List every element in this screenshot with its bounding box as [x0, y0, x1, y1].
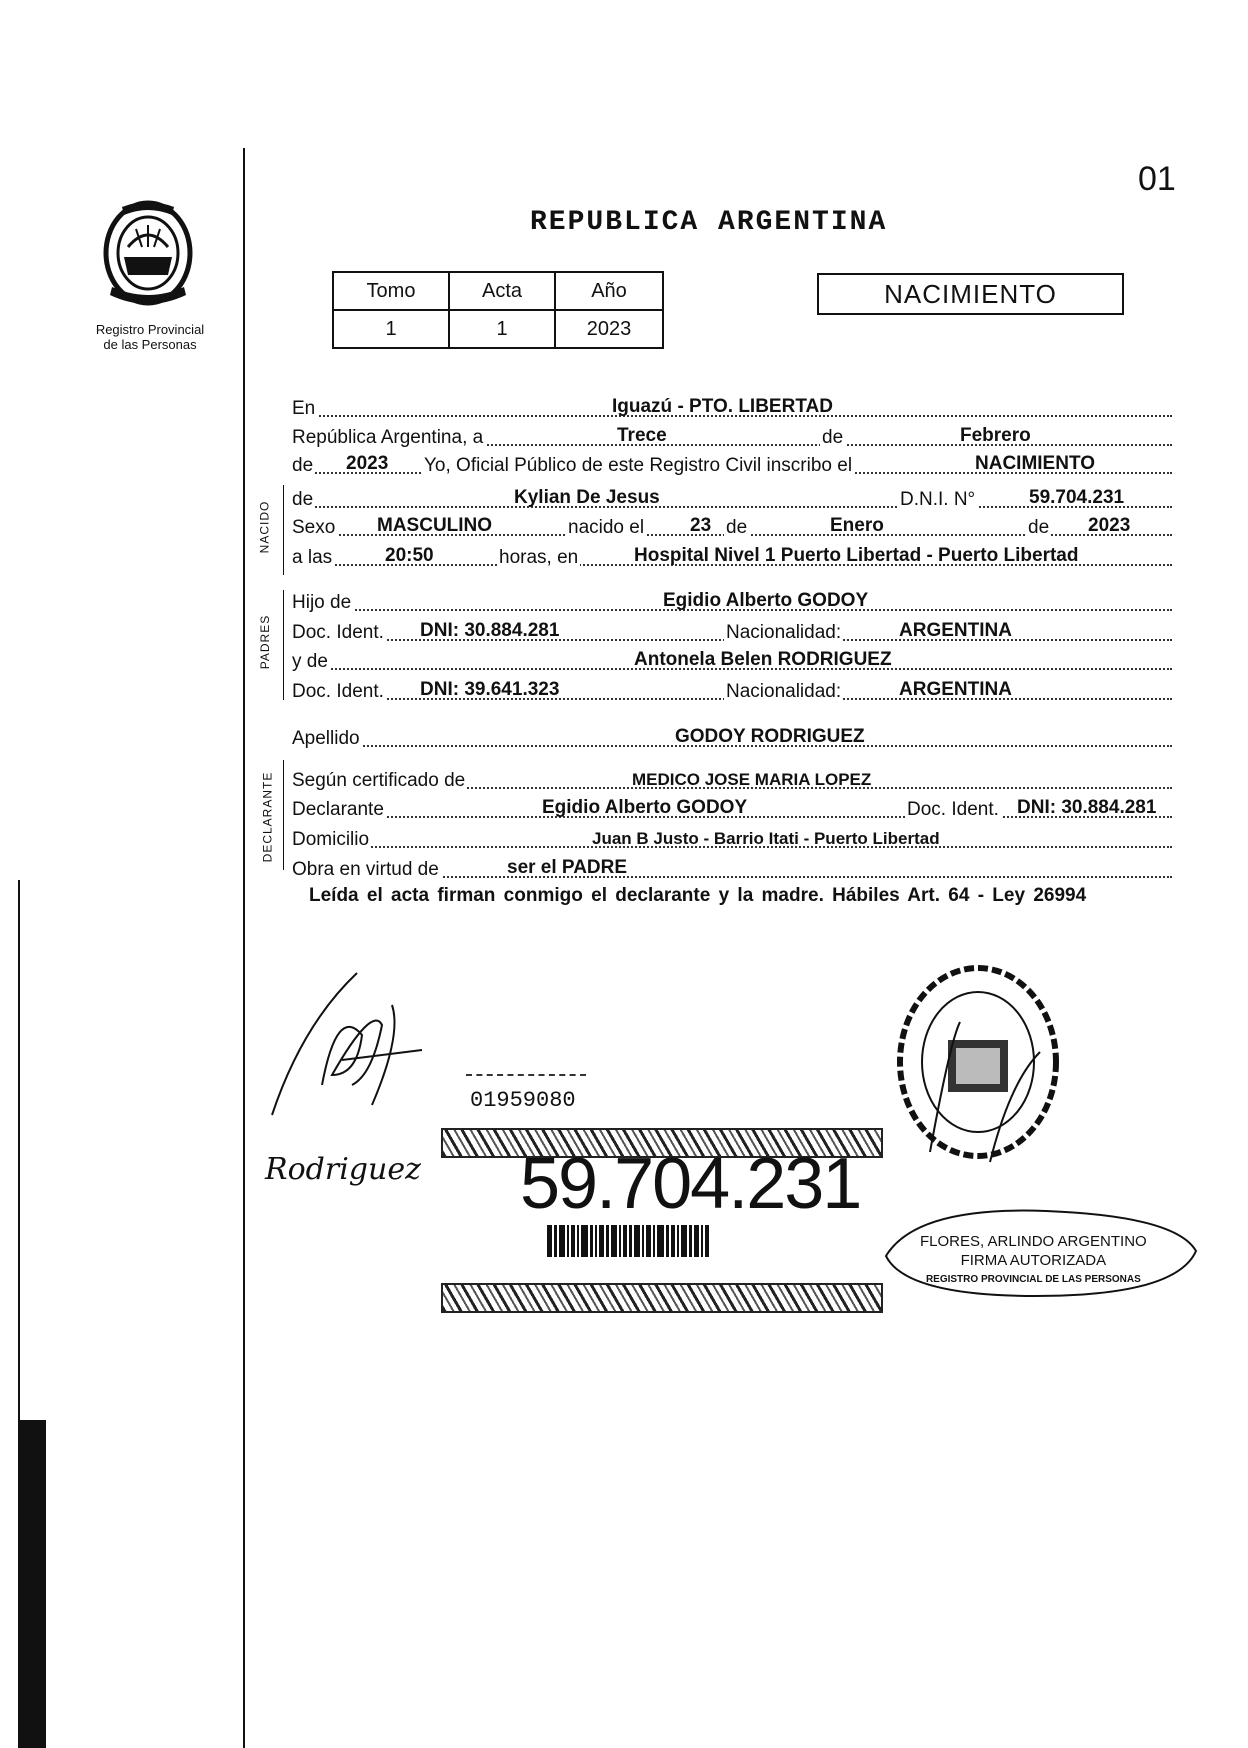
barcode-icon — [547, 1225, 787, 1257]
value-dia-nacimiento: 23 — [690, 515, 712, 536]
label-nacionalidad-madre: Nacionalidad: — [726, 681, 842, 702]
stamp-authorized: FIRMA AUTORIZADA — [960, 1252, 1107, 1269]
label-de-mes-nacimiento: de — [726, 517, 748, 538]
value-sexo: MASCULINO — [377, 515, 493, 536]
label-segun-certificado: Según certificado de — [292, 770, 466, 791]
header-tomo: Tomo — [333, 272, 449, 310]
stamp-official-name: FLORES, ARLINDO ARGENTINO — [920, 1233, 1147, 1250]
label-obra-virtud: Obra en virtud de — [292, 859, 439, 880]
label-oficial: Yo, Oficial Público de este Registro Civil inscribo el — [424, 455, 853, 476]
row-domicilio — [292, 823, 1172, 851]
row-sexo — [292, 511, 1172, 539]
value-padre-doc: DNI: 30.884.281 — [420, 620, 560, 641]
row-certificado — [292, 764, 1172, 792]
row-nombre — [292, 483, 1172, 511]
row-fecha-inscripcion — [292, 421, 1172, 449]
side-label-nacido: NACIDO — [257, 500, 272, 554]
value-acto: NACIMIENTO — [975, 453, 1095, 474]
label-a-las: a las — [292, 547, 333, 568]
value-nombre: Kylian De Jesus — [514, 487, 660, 508]
label-en: En — [292, 398, 316, 419]
label-sexo: Sexo — [292, 517, 336, 538]
value-madre: Antonela Belen RODRIGUEZ — [634, 649, 892, 670]
row-padre-doc — [292, 616, 1172, 644]
row-hora — [292, 541, 1172, 569]
row-lugar — [292, 392, 1172, 420]
value-hora: 20:50 — [385, 545, 434, 566]
value-dni: 59.704.231 — [1029, 487, 1125, 508]
value-anio-inscripcion: 2023 — [346, 453, 389, 474]
label-de-anio-inscripcion: de — [292, 455, 314, 476]
big-dni-number: 59.704.231 — [520, 1144, 861, 1224]
label-apellido: Apellido — [292, 728, 360, 749]
document-title: REPUBLICA ARGENTINA — [530, 207, 888, 238]
header-anio: Año — [555, 272, 663, 310]
row-declarante — [292, 793, 1172, 821]
row-obra — [292, 853, 1172, 881]
value-anio: 2023 — [555, 310, 663, 348]
label-doc-ident-padre: Doc. Ident. — [292, 622, 384, 643]
value-declarante-doc: DNI: 30.884.281 — [1017, 797, 1157, 818]
provincial-seal-icon — [88, 195, 208, 315]
row-oficial — [292, 449, 1172, 477]
row-padre — [292, 586, 1172, 614]
side-label-padres: PADRES — [258, 614, 273, 670]
value-obra: ser el PADRE — [507, 857, 628, 878]
section-bracket-declarante — [283, 760, 284, 870]
label-hijo-de: Hijo de — [292, 592, 352, 613]
serial-dashes — [466, 1074, 586, 1076]
label-y-de: y de — [292, 651, 328, 672]
section-bracket-nacido — [283, 485, 284, 575]
page-number: 01 — [1138, 160, 1176, 198]
label-horas-en: horas, en — [499, 547, 579, 568]
value-lugar: Iguazú - PTO. LIBERTAD — [612, 396, 833, 417]
value-anio-nacimiento: 2023 — [1088, 515, 1131, 536]
value-domicilio: Juan B Justo - Barrio Itati - Puerto Libertad — [592, 829, 940, 848]
security-band-bottom — [441, 1283, 883, 1313]
record-table — [332, 271, 664, 349]
official-round-stamp-icon — [890, 962, 1070, 1172]
value-acta: 1 — [449, 310, 555, 348]
closing-statement: Leída el acta firman conmigo el declarante y la madre. Hábiles Art. 64 - Ley 26994 — [309, 885, 1087, 906]
value-mes-nacimiento: Enero — [830, 515, 884, 536]
value-apellido: GODOY RODRIGUEZ — [675, 726, 865, 747]
stamp-registry: REGISTRO PROVINCIAL DE LAS PERSONAS — [925, 1274, 1141, 1285]
value-madre-nacionalidad: ARGENTINA — [899, 679, 1012, 700]
label-de-anio-nacimiento: de — [1028, 517, 1050, 538]
section-bracket-padres — [283, 590, 284, 700]
row-madre — [292, 645, 1172, 673]
registry-name: Registro Provincial de las Personas — [95, 322, 205, 352]
value-padre: Egidio Alberto GODOY — [663, 590, 869, 611]
value-padre-nacionalidad: ARGENTINA — [899, 620, 1012, 641]
label-dni: D.N.I. N° — [900, 489, 976, 510]
stamp-signature-block — [920, 1232, 1147, 1289]
label-nacido-el: nacido el — [568, 517, 645, 538]
label-doc-ident-madre: Doc. Ident. — [292, 681, 384, 702]
label-declarante: Declarante — [292, 799, 384, 820]
signature-name: Rodriguez — [265, 1152, 421, 1187]
label-de-nombre: de — [292, 489, 314, 510]
serial-number: 01959080 — [470, 1088, 576, 1113]
label-de-mes-inscripcion: de — [822, 427, 844, 448]
scan-edge-line — [18, 880, 20, 1420]
value-lugar-nacimiento: Hospital Nivel 1 Puerto Libertad - Puerto Libertad — [634, 545, 1079, 566]
value-madre-doc: DNI: 39.641.323 — [420, 679, 560, 700]
side-label-declarante: DECLARANTE — [260, 771, 275, 863]
scan-edge-shadow — [18, 1420, 46, 1748]
value-declarante: Egidio Alberto GODOY — [542, 797, 748, 818]
label-domicilio: Domicilio — [292, 829, 370, 850]
value-dia-inscripcion: Trece — [617, 425, 667, 446]
header-acta: Acta — [449, 272, 555, 310]
row-madre-doc — [292, 675, 1172, 703]
signature-scribble-icon — [262, 965, 432, 1135]
record-type-box: NACIMIENTO — [817, 273, 1124, 315]
margin-rule — [243, 148, 245, 1748]
label-nacionalidad-padre: Nacionalidad: — [726, 622, 842, 643]
label-doc-ident-declarante: Doc. Ident. — [907, 799, 999, 820]
value-mes-inscripcion: Febrero — [960, 425, 1031, 446]
value-tomo: 1 — [333, 310, 449, 348]
row-apellido — [292, 722, 1172, 750]
value-certificado: MEDICO JOSE MARIA LOPEZ — [632, 770, 872, 789]
label-republica: República Argentina, a — [292, 427, 484, 448]
